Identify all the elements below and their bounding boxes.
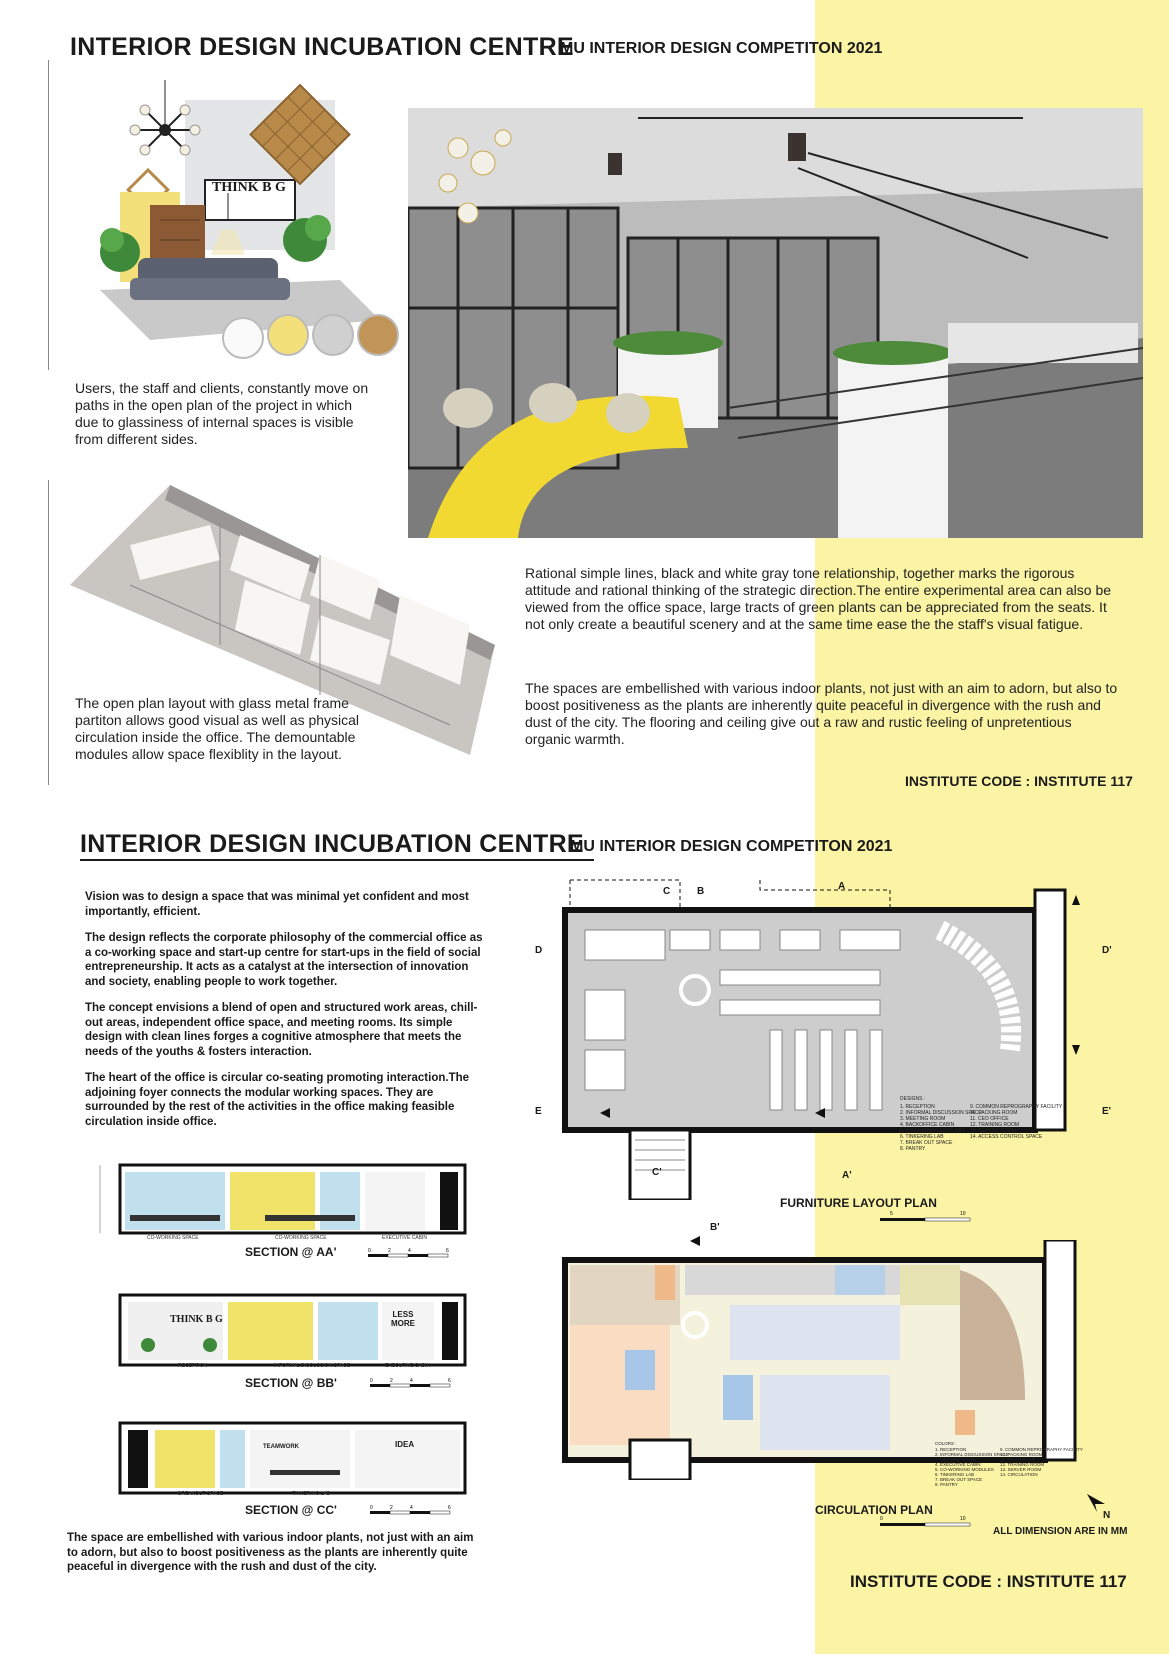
legend-item: 13. SERVER ROOM [970, 1128, 1016, 1134]
scale-tick: 6 [446, 1248, 449, 1254]
scale-tick: 4 [410, 1505, 413, 1511]
circulation-plan-scale-bar [880, 1513, 990, 1529]
paragraph-concept: The concept envisions a blend of open and structured work areas, chill-out areas, independent office space, and meeting rooms. Its simple design with clean lines forges a cognitive atmosphere that meets the needs of the youths & fosters interaction. [85, 1002, 478, 1058]
legend2-item: 13. SERVER ROOM [1000, 1467, 1042, 1472]
scale-tick: 6 [448, 1505, 451, 1511]
footer-plants-text: The space are embellished with various indoor plants, not just with an aim to adorn, but also to boost positiveness as the plants are inherently quite peaceful in divergence with the rush and dust of the city. [67, 1532, 474, 1573]
legend-item: 8. PANTRY [900, 1146, 926, 1152]
section-aa-label-3: EXECUTIVE CABIN [382, 1235, 428, 1241]
paragraph-heart: The heart of the office is circular co-seating promoting interaction.The adjoining foyer connects the modular working spaces. They are surrounded by the rest of the activities in the office making feasible circulation inside office. [85, 1072, 470, 1128]
legend-item: 12. TRAINING ROOM [970, 1122, 1020, 1128]
legend2-item: 12. TRAINING ROOM [1000, 1462, 1045, 1467]
marker-c-prime: C' [652, 1167, 662, 1178]
section-aa-title: SECTION @ AA' [245, 1245, 337, 1259]
moodboard-sign: THINK B G [212, 180, 286, 195]
legend2-title: COLORS : [935, 1441, 957, 1446]
circulation-legend [935, 1440, 1115, 1500]
marker-a-top: A [838, 881, 846, 892]
section-cc-sign-teamwork: TEAMWORK [263, 1444, 299, 1450]
section-bb-label-2: INFORMAL DISCUSSION SPACE [274, 1363, 351, 1369]
legend-item: 9. COMMON REPROGRAPHY FACILITY [970, 1104, 1063, 1110]
legend-item: 5. CO-WORKING MODULES [900, 1128, 966, 1134]
legend-item: 1. RECEPTION [900, 1104, 935, 1110]
legend2-item: 14. CIRCULATION [1000, 1472, 1038, 1477]
text-users-move: Users, the staff and clients, constantly move on paths in the open plan of the project in which due to glassiness of internal spaces is visible from different sides. [75, 380, 369, 447]
marker-a-prime: A' [842, 1170, 852, 1181]
legend-item: 3. MEETING ROOM [900, 1116, 946, 1122]
scale-tick: 6 [448, 1378, 451, 1384]
scale-tick: 0 [370, 1505, 373, 1511]
legend-item: 6. TINKERING LAB [900, 1134, 944, 1140]
text-indoor-plants: The spaces are embellished with various indoor plants, not just with an aim to adorn, but also to boost positiveness as the plants are inherently quite peaceful in divergence with the rush and dust of the city. The flooring and ceiling give out a raw and rustic feeling of unpretentious organic warmth. [525, 680, 1118, 747]
legend2-item: 10. PACKING ROOM [1000, 1452, 1043, 1457]
section-bb-label-3: EXECUTIVE CABIN [385, 1363, 431, 1369]
section-bb-title: SECTION @ BB' [245, 1376, 337, 1390]
section-cc-sign-idea: IDEA [395, 1440, 415, 1449]
section-aa-drawing [70, 1160, 490, 1240]
legend2-item: 7. BREAK OUT SPACE [935, 1477, 983, 1482]
scale-tick: 2 [388, 1248, 391, 1254]
section-cc-label-1: BREAKOUT SPACE [178, 1491, 224, 1497]
dimension-note: ALL DIMENSION ARE IN MM [993, 1526, 1128, 1537]
sheet1-institute-code: INSTITUTE CODE : INSTITUTE 117 [905, 773, 1133, 789]
legend2-item: 4. EXECUTIVE CABIN [935, 1462, 981, 1467]
marker-e-left: E [535, 1106, 542, 1117]
bracket-line [48, 480, 49, 785]
legend2-item: 2. INFORMAL DISCUSSION SPACE [935, 1452, 1009, 1457]
section-bb-sign-think: THINK B G [170, 1314, 223, 1325]
scale-tick: 2 [390, 1378, 393, 1384]
legend2-item: 11. CEO OFFICE [1000, 1457, 1035, 1462]
plan-scale-tick: 0 [880, 1516, 883, 1522]
scale-tick: 4 [410, 1378, 413, 1384]
legend2-item: 3. MEETING ROOM [935, 1457, 976, 1462]
circulation-plan-label: CIRCULATION PLAN [815, 1503, 933, 1517]
furniture-plan-label: FURNITURE LAYOUT PLAN [780, 1196, 937, 1210]
text-open-plan: The open plan layout with glass metal frame partiton allows good visual as well as physical circulation inside the office. The demountable modules allow space flexiblity in the layout. [75, 695, 360, 762]
section-cc-title: SECTION @ CC' [245, 1503, 337, 1517]
marker-b-top: B [697, 886, 705, 897]
bracket-line [48, 60, 49, 370]
section-aa-label-2: CO-WORKING SPACE [275, 1235, 327, 1241]
section-bb-drawing [70, 1290, 490, 1370]
sheet1-subtitle: MU INTERIOR DESIGN COMPETITON 2021 [560, 40, 883, 57]
marker-b-prime: B' [710, 1222, 720, 1233]
sheet2-title: INTERIOR DESIGN INCUBATION CENTRE [80, 830, 594, 861]
section-aa-label-1: CO-WORKING SPACE [147, 1235, 199, 1241]
marker-c-top: C [663, 886, 671, 897]
plan-scale-tick: 10 [960, 1211, 966, 1217]
plan-scale-tick: 5 [890, 1211, 893, 1217]
section-cc-drawing [70, 1418, 490, 1498]
section-bb-label-1: RECEPTION [178, 1363, 208, 1369]
north-label: N [1103, 1510, 1111, 1521]
text-rational-lines: Rational simple lines, black and white gray tone relationship, together marks the rigorous attitude and rational thinking of the strategic direction.The entire experimental area can also be viewed from the office space, large tracts of green plants can be appreciated from the seats. It not only create a beautiful scenery and at the same time ease the the staff's visual fatigue. [525, 565, 1112, 632]
legend2-item: 6. TINKERING LAB [935, 1472, 975, 1477]
scale-tick: 0 [370, 1378, 373, 1384]
marker-d-prime: D' [1102, 945, 1112, 956]
furniture-layout-plan [520, 870, 1140, 1200]
office-render-image [408, 108, 1143, 538]
paragraph-philosophy: The design reflects the corporate philosophy of the commercial office as a co-working space and start-up centre for start-ups in the field of social entrepreneurship. It acts as a catalyst at the intersection of innovation and society, enabling people to work together. [85, 932, 483, 988]
furniture-plan-scale-bar [880, 1208, 990, 1224]
plan-scale-tick: 10 [960, 1516, 966, 1522]
legend2-item: 1. RECEPTION [935, 1447, 967, 1452]
legend2-item: 9. COMMON REPROGRAPHY FACILITY [1000, 1447, 1083, 1452]
legend-item: 2. INFORMAL DISCUSSION SPACE [900, 1110, 982, 1116]
scale-tick: 2 [390, 1505, 393, 1511]
legend-item: 14. ACCESS CONTROL SPACE [970, 1134, 1043, 1140]
sheet1-title: INTERIOR DESIGN INCUBATION CENTRE [70, 33, 574, 61]
legend-item: 11. CEO OFFICE [970, 1116, 1009, 1122]
scale-tick: 0 [368, 1248, 371, 1254]
legend-item: 4. BACKOFFICE CABIN [900, 1122, 955, 1128]
legend2-item: 8. PANTRY [935, 1482, 958, 1487]
sheet2-subtitle: MU INTERIOR DESIGN COMPETITON 2021 [570, 838, 893, 855]
marker-e-prime: E' [1102, 1106, 1112, 1117]
scale-tick: 4 [408, 1248, 411, 1254]
section-cc-scale-bar [370, 1503, 460, 1517]
moodboard-collage [90, 80, 410, 380]
legend-item: 7. BREAK OUT SPACE [900, 1140, 953, 1146]
legend2-item: 5. CO-WORKING MODULES [935, 1467, 994, 1472]
section-cc-label-2: TINKERING LAB [292, 1491, 331, 1497]
sheet2-institute-code: INSTITUTE CODE : INSTITUTE 117 [850, 1572, 1127, 1591]
section-aa-scale-bar [368, 1246, 458, 1260]
section-bb-scale-bar [370, 1376, 460, 1390]
paragraph-vision: Vision was to design a space that was minimal yet confident and most importantly, efficient. [85, 891, 469, 918]
section-bb-sign-less-more: LESS MORE [391, 1310, 415, 1328]
marker-d-left: D [535, 945, 543, 956]
legend-item: 10. PACKING ROOM [970, 1110, 1018, 1116]
concept-text-block [85, 890, 485, 1141]
legend-title: DESIGNS : [900, 1096, 926, 1102]
